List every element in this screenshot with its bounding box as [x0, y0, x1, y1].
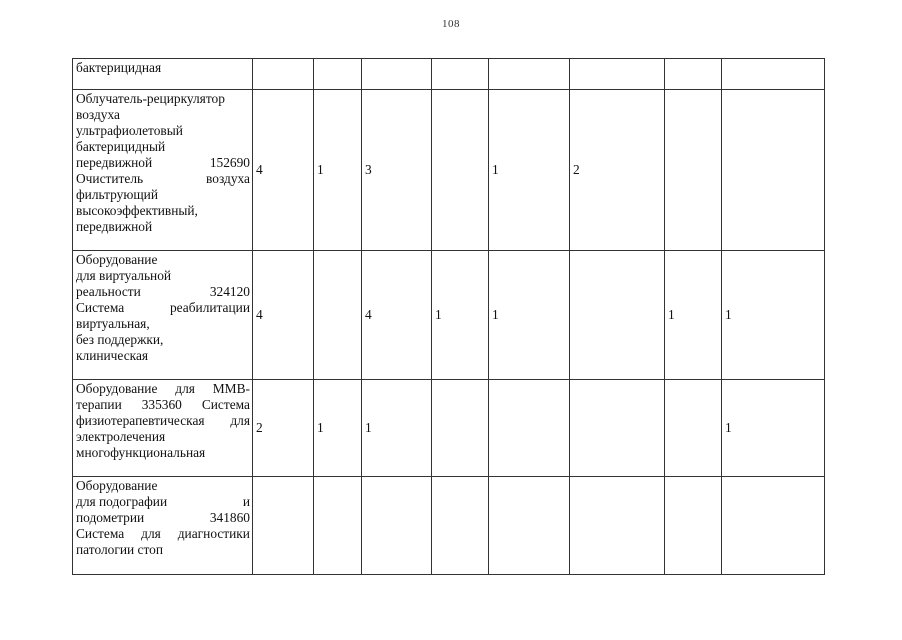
quantity-cell: [489, 380, 570, 477]
quantity-cell: [722, 59, 825, 90]
quantity-cell: [362, 59, 432, 90]
quantity-cell: [722, 477, 825, 575]
equipment-name-line: [76, 413, 250, 429]
quantity-cell: [432, 59, 489, 90]
equipment-name-line: [76, 219, 250, 235]
name-word: без поддержки,: [76, 332, 164, 347]
name-word: для: [230, 413, 250, 428]
name-word: воздуха: [76, 107, 120, 122]
quantity-cell: 1: [665, 251, 722, 380]
name-word: фильтрующий: [76, 187, 158, 202]
equipment-name-line: [76, 332, 250, 348]
equipment-name-line: [76, 478, 250, 494]
quantity-cell: [362, 477, 432, 575]
name-word: патологии стоп: [76, 542, 163, 557]
equipment-name-line: [76, 348, 250, 364]
quantity-cell: [665, 477, 722, 575]
name-word: 324120: [209, 284, 250, 299]
name-word: ММВ-: [212, 381, 250, 396]
table-row: [73, 477, 825, 575]
name-word: воздуха: [206, 171, 250, 186]
quantity-cell: [489, 477, 570, 575]
name-word: физиотерапевтическая: [76, 413, 205, 428]
name-word: ультрафиолетовый: [76, 123, 183, 138]
equipment-name-line: [76, 139, 250, 155]
name-word: бактерицидная: [76, 60, 162, 75]
quantity-cell: [314, 59, 362, 90]
quantity-cell: 4: [253, 90, 314, 251]
name-word: Оборудование: [76, 478, 158, 493]
name-word: высокоэффективный,: [76, 203, 198, 218]
name-word: реабилитации: [169, 300, 250, 315]
quantity-cell: 1: [722, 251, 825, 380]
equipment-name-line: [76, 91, 250, 107]
quantity-cell: 1: [362, 380, 432, 477]
equipment-name-line: [76, 187, 250, 203]
name-word: клиническая: [76, 348, 149, 363]
name-word: Система: [76, 526, 125, 541]
name-word: Облучатель-рециркулятор: [76, 91, 225, 106]
equipment-table: [72, 58, 825, 575]
equipment-name-line: [76, 526, 250, 542]
equipment-name-cell: [73, 90, 253, 251]
table-row: [73, 59, 825, 90]
equipment-name-line: [76, 445, 250, 461]
name-word: диагностики: [177, 526, 250, 541]
quantity-cell: 1: [314, 90, 362, 251]
quantity-cell: [253, 477, 314, 575]
equipment-name-line: [76, 316, 250, 332]
name-word: бактерицидный: [76, 139, 166, 154]
quantity-cell: 1: [432, 251, 489, 380]
equipment-name-line: [76, 300, 250, 316]
name-word: подометрии: [76, 510, 145, 525]
table-row: [73, 90, 825, 251]
name-word: виртуальная,: [76, 316, 150, 331]
name-word: 335360: [141, 397, 182, 412]
equipment-name-line: [76, 123, 250, 139]
quantity-cell: 3: [362, 90, 432, 251]
quantity-cell: [570, 477, 665, 575]
equipment-name-line: [76, 397, 250, 413]
name-word: электролечения: [76, 429, 166, 444]
quantity-cell: [665, 380, 722, 477]
equipment-name-line: [76, 107, 250, 123]
name-word: Система: [201, 397, 250, 412]
equipment-name-line: [76, 510, 250, 526]
page-number: 108: [442, 18, 460, 30]
name-word: 152690: [209, 155, 250, 170]
table-row: [73, 251, 825, 380]
quantity-cell: [570, 251, 665, 380]
equipment-name-line: [76, 203, 250, 219]
equipment-name-line: [76, 60, 250, 76]
table-body: [73, 59, 825, 575]
equipment-name-line: [76, 268, 250, 284]
quantity-cell: [570, 59, 665, 90]
quantity-cell: [432, 90, 489, 251]
name-word: для: [175, 381, 195, 396]
quantity-cell: 4: [253, 251, 314, 380]
equipment-name-cell: [73, 251, 253, 380]
name-word: и: [242, 494, 250, 509]
name-word: многофункциональная: [76, 445, 206, 460]
equipment-name-line: [76, 284, 250, 300]
quantity-cell: [314, 477, 362, 575]
quantity-cell: 2: [570, 90, 665, 251]
quantity-cell: 1: [489, 90, 570, 251]
quantity-cell: [665, 59, 722, 90]
quantity-cell: [665, 90, 722, 251]
name-word: для подографии: [76, 494, 168, 509]
equipment-name-line: [76, 542, 250, 558]
name-word: передвижной: [76, 219, 153, 234]
quantity-cell: 2: [253, 380, 314, 477]
equipment-name-cell: [73, 477, 253, 575]
equipment-name-cell: [73, 59, 253, 90]
name-word: реальности: [76, 284, 141, 299]
quantity-cell: [570, 380, 665, 477]
name-word: 341860: [209, 510, 250, 525]
quantity-cell: [489, 59, 570, 90]
quantity-cell: 4: [362, 251, 432, 380]
equipment-name-line: [76, 429, 250, 445]
name-word: для виртуальной: [76, 268, 172, 283]
name-word: для: [141, 526, 161, 541]
name-word: Оборудование: [76, 252, 158, 267]
quantity-cell: [722, 90, 825, 251]
quantity-cell: 1: [314, 380, 362, 477]
equipment-name-line: [76, 381, 250, 397]
equipment-name-line: [76, 171, 250, 187]
name-word: Оборудование: [76, 381, 158, 396]
quantity-cell: 1: [722, 380, 825, 477]
equipment-name-line: [76, 155, 250, 171]
table-row: [73, 380, 825, 477]
equipment-name-line: [76, 494, 250, 510]
name-word: передвижной: [76, 155, 153, 170]
quantity-cell: [432, 380, 489, 477]
equipment-name-cell: [73, 380, 253, 477]
name-word: Система: [76, 300, 125, 315]
quantity-cell: [314, 251, 362, 380]
quantity-cell: [253, 59, 314, 90]
quantity-cell: [432, 477, 489, 575]
quantity-cell: 1: [489, 251, 570, 380]
name-word: Очиститель: [76, 171, 144, 186]
equipment-name-line: [76, 252, 250, 268]
name-word: терапии: [76, 397, 122, 412]
